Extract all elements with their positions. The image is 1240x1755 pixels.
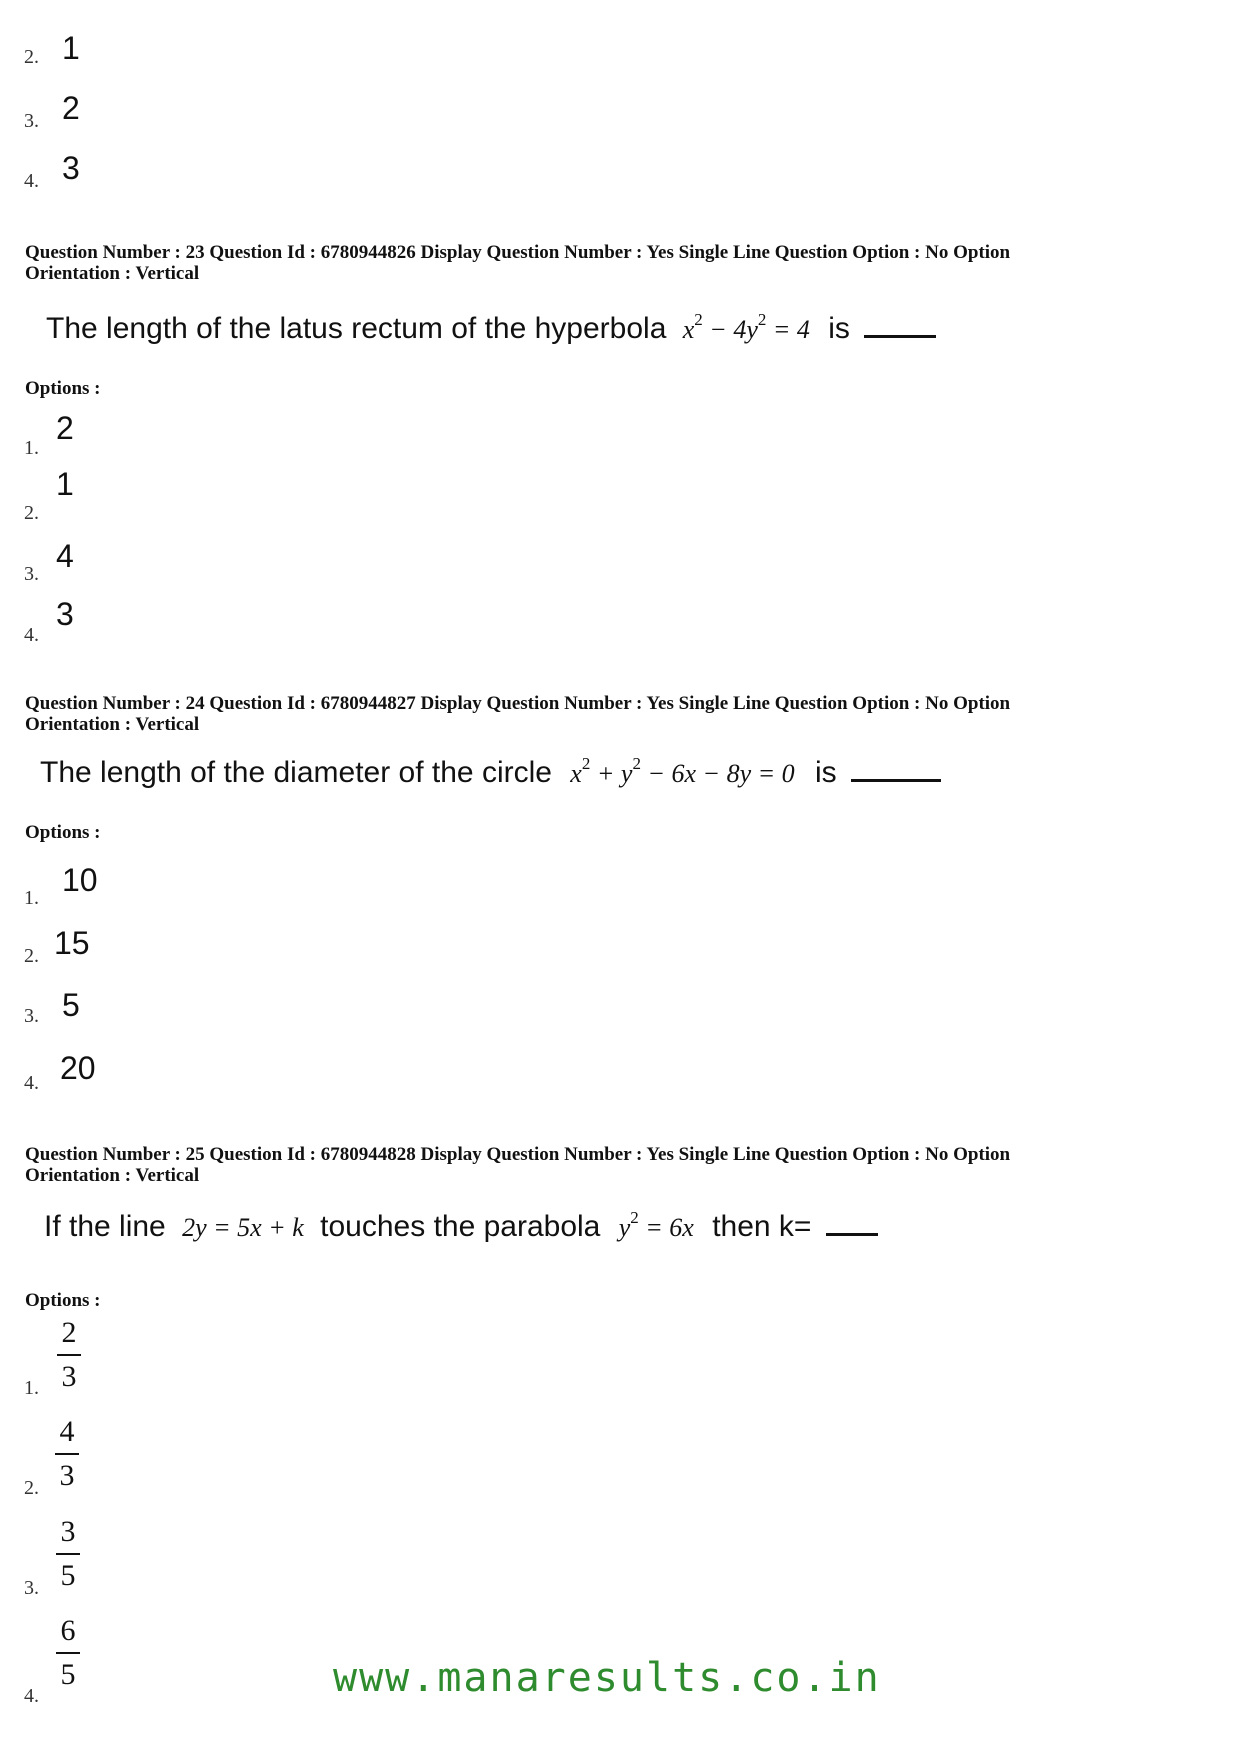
fraction-denominator: 3 — [59, 1459, 75, 1492]
option-value: 20 — [60, 1050, 96, 1086]
option-number: 3. — [24, 1577, 39, 1599]
option-value: 10 — [62, 862, 98, 898]
fraction-denominator: 5 — [60, 1658, 76, 1691]
option-value: 5 — [62, 987, 80, 1023]
question-meta-line1: Question Number : 25 Question Id : 6780944828 Display Question Number : Yes Single Line Question Option : No Option — [25, 1144, 1011, 1165]
option-number: 1. — [24, 887, 39, 909]
option-number: 4. — [24, 170, 39, 192]
question-meta-line2: Orientation : Vertical — [25, 1165, 200, 1186]
option-number: 4. — [24, 624, 39, 646]
question-text-a: If the line — [44, 1210, 166, 1243]
option-number: 4. — [24, 1685, 39, 1707]
option-number: 2. — [24, 1477, 39, 1499]
equation-line: 2y = 5x + k — [182, 1213, 304, 1242]
option-number: 4. — [24, 1072, 39, 1094]
watermark: www.manaresults.co.in — [333, 1655, 881, 1701]
fraction-numerator: 6 — [60, 1614, 76, 1647]
option-number: 2. — [24, 945, 39, 967]
answer-blank — [851, 779, 941, 782]
fraction-denominator: 5 — [60, 1559, 76, 1592]
fraction-bar — [56, 1652, 80, 1654]
option-value: 15 — [54, 925, 90, 961]
option-value: 2 — [56, 410, 74, 446]
fraction-option — [56, 1614, 80, 1692]
option-value: 3 — [62, 150, 80, 186]
question-text-c: then k= — [712, 1210, 812, 1243]
fraction-numerator: 4 — [59, 1415, 75, 1448]
question-text-after: is — [828, 312, 850, 345]
option-number: 2. — [24, 502, 39, 524]
fraction-numerator: 2 — [61, 1316, 77, 1349]
question-meta-line1: Question Number : 24 Question Id : 6780944827 Display Question Number : Yes Single Line Question Option : No Option — [25, 693, 1011, 714]
equation-parabola: $y^2 = 6x$ — [618, 1208, 694, 1242]
question-text — [44, 1210, 878, 1244]
answer-blank — [826, 1233, 878, 1236]
question-meta-line1: Question Number : 23 Question Id : 6780944826 Display Question Number : Yes Single Line Question Option : No Option — [25, 242, 1011, 263]
fraction-bar — [56, 1553, 80, 1555]
option-number: 1. — [24, 1377, 39, 1399]
question-text-after: is — [815, 756, 837, 789]
question-meta — [25, 242, 1205, 284]
fraction-option — [57, 1316, 81, 1394]
option-number: 3. — [24, 110, 39, 132]
fraction-option — [55, 1415, 79, 1493]
options-label: Options : — [25, 1290, 101, 1311]
question-meta — [25, 693, 1205, 735]
equation: $x^2 - 4y^2 = 4$ — [682, 310, 810, 344]
option-value: 1 — [56, 466, 74, 502]
fraction-bar — [57, 1354, 81, 1356]
option-number: 3. — [24, 563, 39, 585]
fraction-option — [56, 1515, 80, 1593]
question-meta-line2: Orientation : Vertical — [25, 263, 200, 284]
question-meta-line2: Orientation : Vertical — [25, 714, 200, 735]
option-value: 4 — [56, 538, 74, 574]
options-label: Options : — [25, 378, 101, 399]
fraction-bar — [55, 1453, 79, 1455]
fraction-numerator: 3 — [60, 1515, 76, 1548]
option-value: 2 — [62, 90, 80, 126]
question-text — [40, 756, 941, 790]
question-meta — [25, 1144, 1205, 1186]
question-text-b: touches the parabola — [320, 1210, 601, 1243]
question-text-before: The length of the latus rectum of the hyperbola — [46, 312, 667, 345]
option-number: 2. — [24, 46, 39, 68]
option-value: 1 — [62, 30, 80, 66]
fraction-denominator: 3 — [61, 1360, 77, 1393]
options-label: Options : — [25, 822, 101, 843]
question-text — [46, 312, 936, 346]
question-text-before: The length of the diameter of the circle — [40, 756, 552, 789]
answer-blank — [864, 335, 936, 338]
option-value: 3 — [56, 596, 74, 632]
option-number: 3. — [24, 1005, 39, 1027]
equation: $x^2 + y^2 - 6x - 8y = 0$ — [570, 754, 795, 788]
option-number: 1. — [24, 437, 39, 459]
